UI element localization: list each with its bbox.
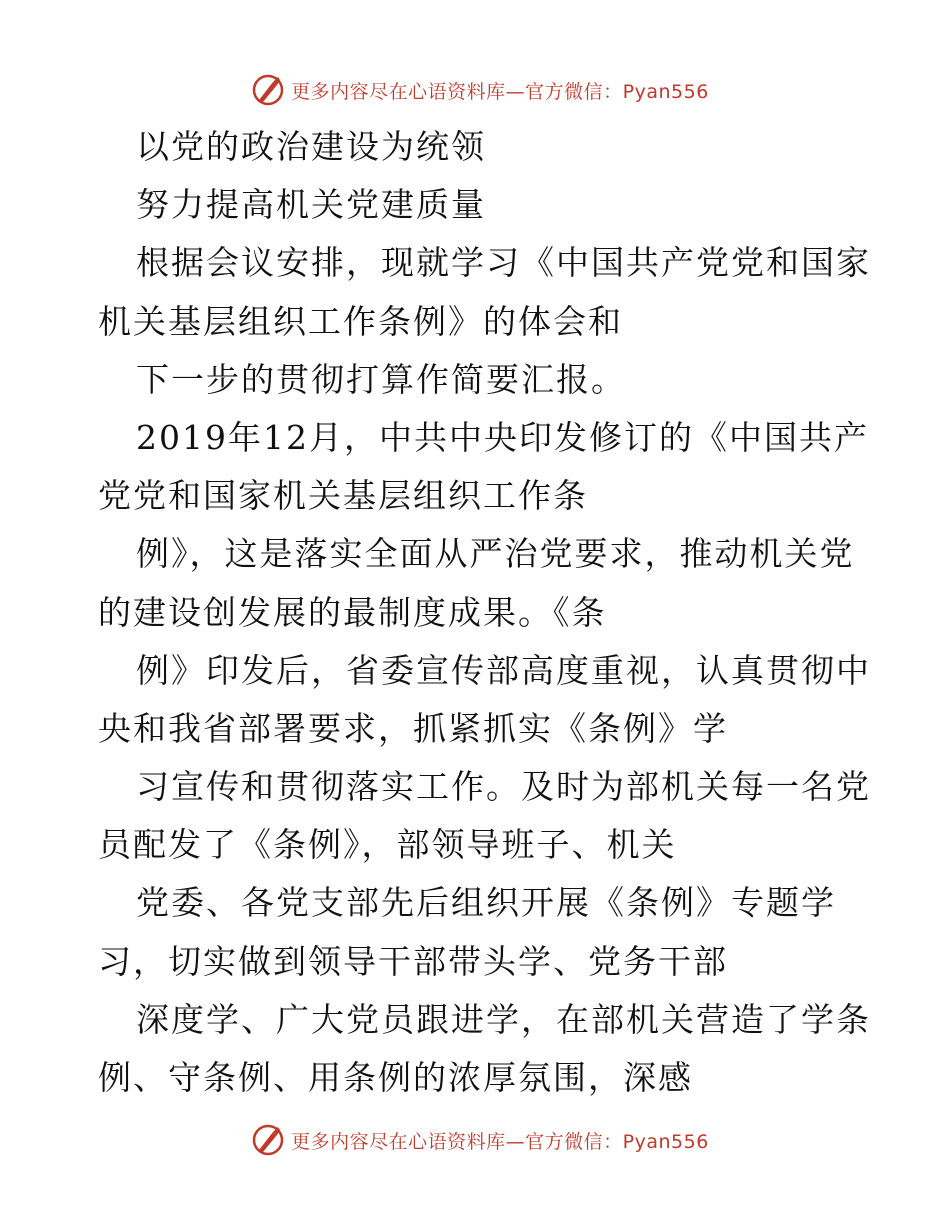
text-line: 根据会议安排，现就学习《中国共产党党和国家 — [136, 243, 871, 283]
text-line: 例》，这是落实全面从严治党要求，推动机关党 — [136, 534, 855, 574]
text-line: 例》印发后，省委宣传部高度重视，认真贯彻中 — [136, 650, 871, 690]
banner-text: 更多内容尽在心语资料库—官方微信：Pyan556 — [291, 1130, 709, 1153]
document-body — [98, 118, 871, 1107]
banner-inner — [251, 73, 709, 107]
text-line: 党委、各党支部先后组织开展《条例》专题学 — [136, 883, 836, 923]
text-line: 习宣传和贯彻落实工作。及时为部机关每一名党 — [136, 767, 871, 807]
text-line: 机关基层组织工作条例》的体会和 — [98, 301, 623, 341]
footer-watermark-banner — [0, 1120, 950, 1160]
text-line: 例、守条例、用条例的浓厚氛围，深感 — [98, 1058, 693, 1097]
text-line: 下一步的贯彻打算作简要汇报。 — [136, 359, 626, 399]
text-line: 努力提高机关党建质量 — [136, 185, 486, 225]
header-watermark-banner — [0, 70, 950, 110]
text-line: 深度学、广大党员跟进学，在部机关营造了学条 — [136, 999, 871, 1039]
text-line: 习，切实做到领导干部带头学、党务干部 — [98, 941, 728, 981]
quill-logo-icon — [251, 1123, 285, 1157]
text-line: 员配发了《条例》，部领导班子、机关 — [98, 825, 677, 865]
text-line: 以党的政治建设为统领 — [136, 127, 486, 166]
text-line: 党党和国家机关基层组织工作条 — [98, 476, 588, 516]
text-line: 2019年12月，中共中央印发修订的《中国共产 — [136, 417, 869, 457]
banner-text: 更多内容尽在心语资料库—官方微信：Pyan556 — [291, 80, 709, 103]
banner-inner — [251, 1123, 709, 1157]
quill-logo-icon — [251, 73, 285, 107]
text-line: 央和我省部署要求，抓紧抓实《条例》学 — [98, 708, 728, 748]
text-line: 的建设创发展的最制度成果。《条 — [98, 592, 607, 632]
